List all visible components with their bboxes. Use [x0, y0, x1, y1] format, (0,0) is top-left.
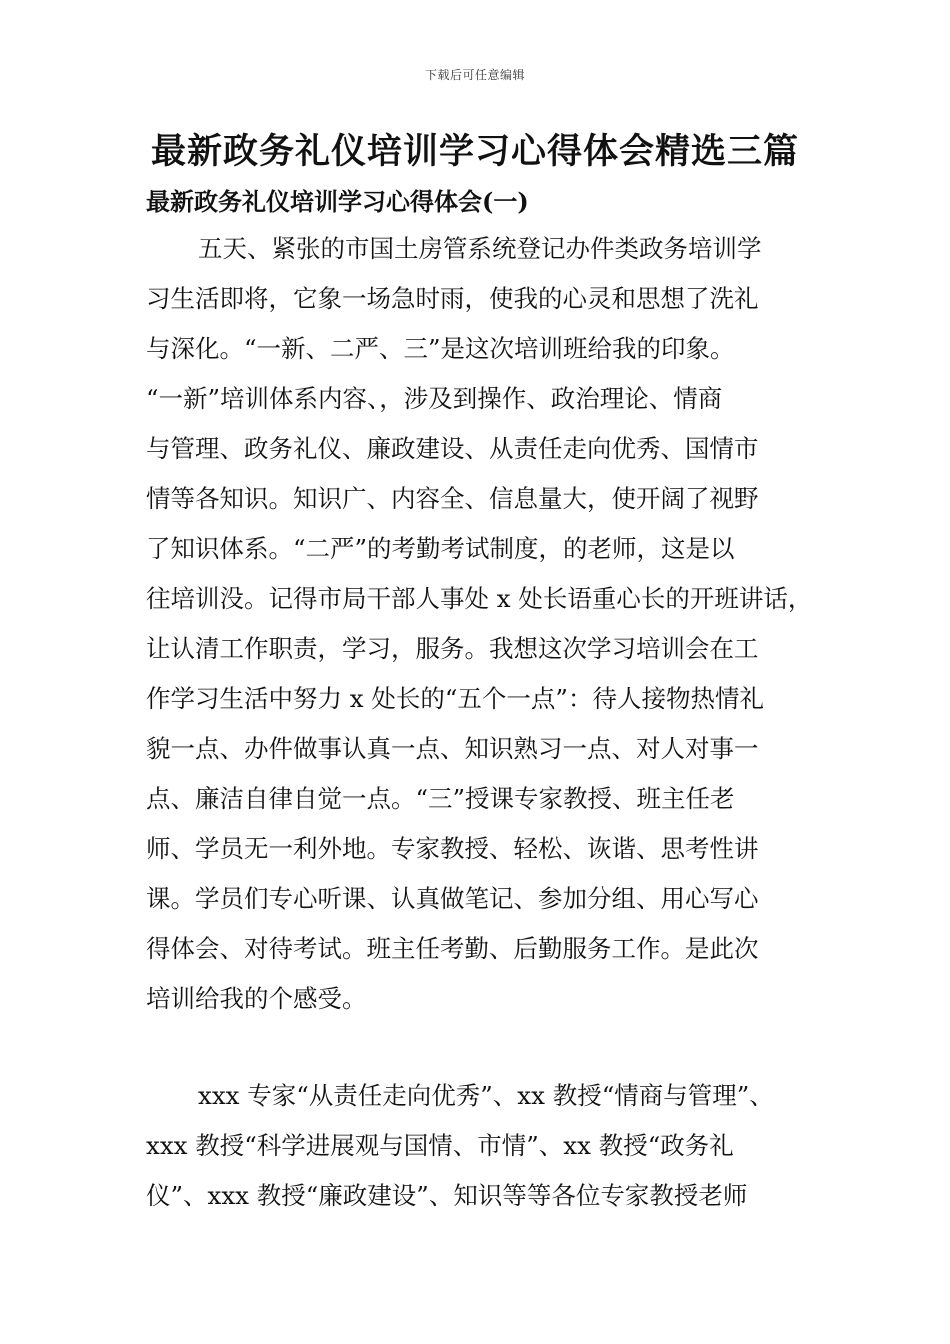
paragraph-line: 培训给我的个感受。 [146, 984, 367, 1013]
header-note: 下载后可任意编辑 [424, 68, 525, 82]
paragraph-line: 五天、紧张的市国土房管系统登记办件类政务培训学 [198, 234, 762, 263]
paragraph-line: 作学习生活中努力 x 处长的“五个一点”：待人接物热情礼 [146, 684, 764, 713]
paragraph-line: 与深化。“一新、二严、三”是这次培训班给我的印象。 [146, 334, 735, 363]
paragraph-line: xxx 教授“科学进展观与国情、市情”、xx 教授“政务礼 [146, 1131, 734, 1160]
paragraph-line: xxx 专家“从责任走向优秀”、xx 教授“情商与管理”、 [198, 1081, 774, 1110]
paragraph-line: 让认清工作职责，学习，服务。我想这次学习培训会在工 [146, 634, 759, 663]
paragraph-line: 貌一点、办件做事认真一点、知识熟习一点、对人对事一 [146, 734, 759, 763]
paragraph-line: 仪”、xxx 教授“廉政建设”、知识等等各位专家教授老师 [146, 1181, 748, 1210]
paragraph-1 [146, 224, 826, 1024]
section-title: 最新政务礼仪培训学习心得体会(一) [146, 187, 529, 216]
paragraph-line: 得体会、对待考试。班主任考勤、后勤服务工作。是此次 [146, 934, 759, 963]
paragraph-line: 习生活即将，它象一场急时雨，使我的心灵和思想了洗礼 [146, 284, 759, 313]
paragraph-line: “一新”培训体系内容、，涉及到操作、政治理论、情商 [146, 384, 723, 413]
paragraph-line: 情等各知识。知识广、内容全、信息量大，使开阔了视野 [146, 484, 759, 513]
paragraph-line: 课。学员们专心听课、认真做笔记、参加分组、用心写心 [146, 884, 759, 913]
document-title: 最新政务礼仪培训学习心得体会精选三篇 [150, 131, 799, 172]
paragraph-line: 师、学员无一利外地。专家教授、轻松、诙谐、思考性讲 [146, 834, 759, 863]
paragraph-line: 往培训没。记得市局干部人事处 x 处长语重心长的开班讲话， [146, 584, 813, 613]
paragraph-line: 了知识体系。“二严”的考勤考试制度，的老师，这是以 [146, 534, 735, 563]
paragraph-line: 点、廉洁自律自觉一点。“三”授课专家教授、班主任老 [146, 784, 735, 813]
paragraph-line: 与管理、政务礼仪、廉政建设、从责任走向优秀、国情市 [146, 434, 759, 463]
paragraph-2 [146, 1071, 826, 1221]
